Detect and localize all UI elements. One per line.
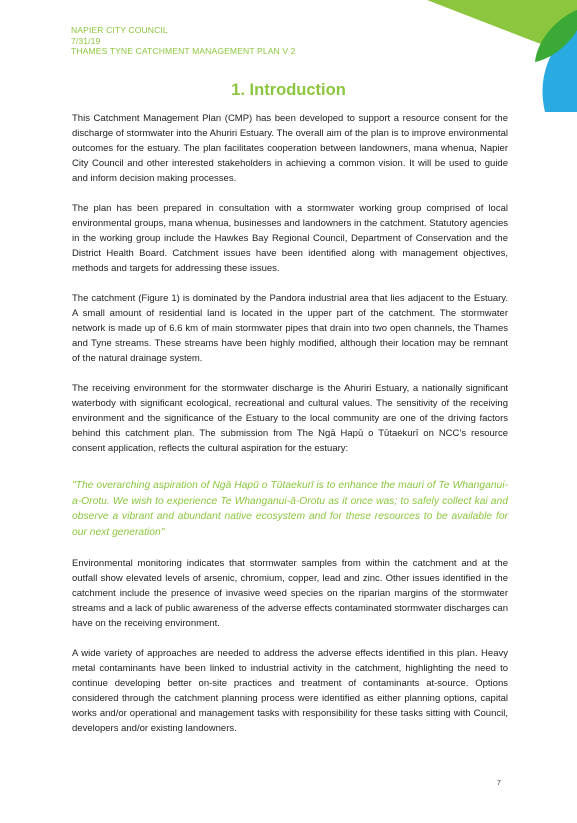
document-body bbox=[72, 111, 508, 751]
header-date: 7/31/19 bbox=[71, 35, 101, 46]
paragraph-catchment: The catchment (Figure 1) is dominated by the Pandora industrial area that lies adjacent to the Estuary. A small amount of residential land is located in the upper part of the catchment. The stormwater network is made up of 6.6 km of main stormwater pipes that drain into two open channels, the Thames and Tyne streams. These streams have been highly modified, although their location may be remnant of the natural drainage system. bbox=[72, 293, 508, 364]
header-organization: NAPIER CITY COUNCIL bbox=[71, 25, 168, 35]
header-document-title: THAMES TYNE CATCHMENT MANAGEMENT PLAN V 2 bbox=[71, 46, 296, 56]
paragraph-cmp-purpose: This Catchment Management Plan (CMP) has been developed to support a resource consent for the discharge of stormwater into the Ahuriri Estuary. The overall aim of the plan is to improve environmental outcomes for the estuary. The plan facilitates cooperation between landowners, mana whenua, Napier City Council and other interested stakeholders in achieving a common vision. It will be used to guide and inform decision making processes. bbox=[72, 113, 508, 184]
paragraph-monitoring: Environmental monitoring indicates that stormwater samples from within the catchment and at the outfall show elevated levels of arsenic, chromium, copper, lead and zinc. Other issues identified in the catchment include the presence of invasive weed species on the riparian margins of the stormwater streams and a lack of public awareness of the adverse effects contaminated stormwater discharges can have on the receiving environment. bbox=[72, 558, 508, 629]
page-number: 7 bbox=[497, 780, 501, 787]
paragraph-approaches: A wide variety of approaches are needed to address the adverse effects identified in this plan. Heavy metal contaminants have been linked to industrial activity in the catchment, highlighting the need to continue developing better on-site practices and treatment of contaminants at-source. Options considered through the catchment planning process were identified as either planning options, capital works and/or operational and management tasks with responsibility for these tasks sitting with Council, developers and/or existing landowners. bbox=[72, 648, 508, 734]
paragraph-receiving-environment: The receiving environment for the stormwater discharge is the Ahuriri Estuary, a nationally significant waterbody with significant ecological, recreational and cultural values. The sensitivity of the receiving environment and the significance of the Estuary to the local community are one of the driving factors behind this catchment plan. The submission from The Ngā Hapū o Tūtaekurī on NCC’s resource consent application, reflects the cultural aspiration for the estuary: bbox=[72, 383, 508, 454]
section-title: 1. Introduction bbox=[231, 81, 346, 99]
document-header bbox=[71, 25, 296, 57]
paragraph-consultation: The plan has been prepared in consultation with a stormwater working group comprised of local environmental groups, mana whenua, businesses and landowners in the catchment. Statutory agencies in the working group include the Hawkes Bay Regional Council, Department of Conservation and the District Health Board. Catchment issues have been identified along with management objectives, methods and targets for addressing these issues. bbox=[72, 203, 508, 274]
cultural-aspiration-quote: "The overarching aspiration of Ngā Hapū o Tūtaekurī is to enhance the mauri of Te Whanganui-a-Orotu. We wish to experience Te Whanganui-ā-Orotu as it once was; to safely collect kai and observe a vibrant and abundant native ecosystem and for these resources to be available for our next generation" bbox=[72, 480, 508, 538]
